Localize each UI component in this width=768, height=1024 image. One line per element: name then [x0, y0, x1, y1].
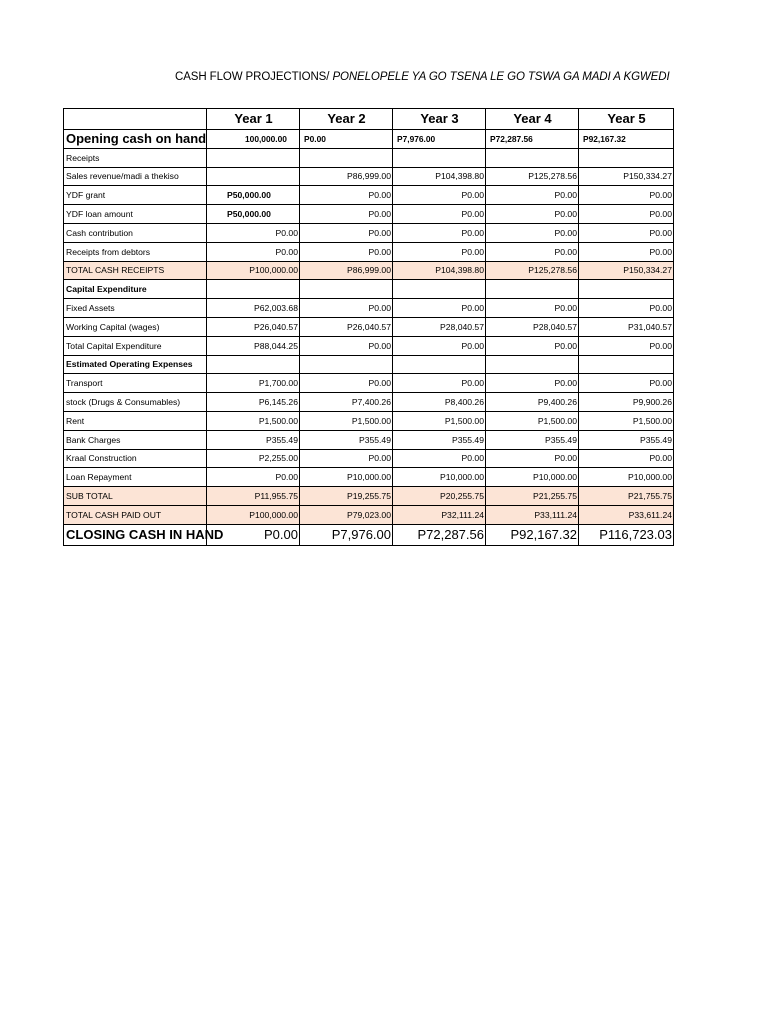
row-label: Kraal Construction [64, 449, 207, 468]
row-value-year-4: P0.00 [486, 299, 579, 318]
row-value-year-2: P0.00 [300, 205, 393, 224]
row-label: Estimated Operating Expenses [64, 355, 207, 374]
row-label: Transport [64, 374, 207, 393]
row-value-year-3: P10,000.00 [393, 468, 486, 487]
row-label: Bank Charges [64, 430, 207, 449]
opening-row [64, 130, 674, 149]
closing-label: CLOSING CASH IN HAND [64, 524, 207, 545]
opening-value-year-4: P72,287.56 [486, 130, 579, 149]
row-label: Total Capital Expenditure [64, 336, 207, 355]
row-value-year-1: P11,955.75 [207, 487, 300, 506]
row-value-year-4: P9,400.26 [486, 393, 579, 412]
row-value-year-2 [300, 280, 393, 299]
row-value-year-3: P0.00 [393, 374, 486, 393]
row-value-year-4: P0.00 [486, 223, 579, 242]
row-value-year-3: P0.00 [393, 186, 486, 205]
row-value-year-2: P0.00 [300, 449, 393, 468]
row-value-year-3: P0.00 [393, 242, 486, 261]
row-value-year-3 [393, 355, 486, 374]
closing-value-year-3: P72,287.56 [393, 524, 486, 545]
table-row [64, 223, 674, 242]
row-value-year-4: P0.00 [486, 336, 579, 355]
header-year-3: Year 3 [393, 109, 486, 130]
row-value-year-5: P355.49 [579, 430, 674, 449]
table-row [64, 148, 674, 167]
row-value-year-4 [486, 355, 579, 374]
table-row [64, 505, 674, 524]
opening-value-year-5: P92,167.32 [579, 130, 674, 149]
header-year-2: Year 2 [300, 109, 393, 130]
row-value-year-2: P19,255.75 [300, 487, 393, 506]
row-value-year-2: P0.00 [300, 336, 393, 355]
row-label: Receipts from debtors [64, 242, 207, 261]
row-value-year-1: P50,000.00 [207, 205, 300, 224]
table-row [64, 299, 674, 318]
table-row [64, 317, 674, 336]
row-value-year-5: P0.00 [579, 205, 674, 224]
row-value-year-4 [486, 280, 579, 299]
row-value-year-1 [207, 355, 300, 374]
row-value-year-1: P6,145.26 [207, 393, 300, 412]
row-value-year-2: P355.49 [300, 430, 393, 449]
page-title [175, 71, 672, 87]
row-value-year-4: P28,040.57 [486, 317, 579, 336]
opening-value-year-1: 100,000.00 [207, 130, 300, 149]
row-label: TOTAL CASH RECEIPTS [64, 261, 207, 280]
row-value-year-3: P20,255.75 [393, 487, 486, 506]
row-value-year-2: P79,023.00 [300, 505, 393, 524]
opening-label: Opening cash on hand [64, 130, 207, 149]
row-value-year-1 [207, 280, 300, 299]
table-row [64, 242, 674, 261]
table-row [64, 167, 674, 186]
table-row [64, 261, 674, 280]
row-value-year-2: P0.00 [300, 242, 393, 261]
row-value-year-5: P31,040.57 [579, 317, 674, 336]
table-row [64, 430, 674, 449]
row-value-year-2: P86,999.00 [300, 261, 393, 280]
row-value-year-4: P10,000.00 [486, 468, 579, 487]
header-row [64, 109, 674, 130]
row-value-year-5 [579, 355, 674, 374]
row-value-year-4: P125,278.56 [486, 261, 579, 280]
row-value-year-4: P21,255.75 [486, 487, 579, 506]
row-value-year-3: P32,111.24 [393, 505, 486, 524]
closing-value-year-4: P92,167.32 [486, 524, 579, 545]
row-value-year-4: P125,278.56 [486, 167, 579, 186]
row-value-year-5: P0.00 [579, 449, 674, 468]
row-value-year-3: P0.00 [393, 299, 486, 318]
opening-value-year-3: P7,976.00 [393, 130, 486, 149]
table-row [64, 411, 674, 430]
row-value-year-2: P0.00 [300, 374, 393, 393]
row-value-year-4: P0.00 [486, 449, 579, 468]
row-value-year-4: P33,111.24 [486, 505, 579, 524]
row-value-year-5 [579, 280, 674, 299]
row-label: Sales revenue/madi a thekiso [64, 167, 207, 186]
row-value-year-5: P1,500.00 [579, 411, 674, 430]
row-value-year-1: P1,500.00 [207, 411, 300, 430]
row-value-year-3: P0.00 [393, 205, 486, 224]
table-row [64, 374, 674, 393]
row-value-year-5: P150,334.27 [579, 167, 674, 186]
table-row [64, 186, 674, 205]
row-value-year-2: P0.00 [300, 186, 393, 205]
row-label: YDF loan amount [64, 205, 207, 224]
row-value-year-1: P62,003.68 [207, 299, 300, 318]
row-value-year-1: P100,000.00 [207, 505, 300, 524]
row-value-year-2: P0.00 [300, 223, 393, 242]
table-row [64, 468, 674, 487]
header-year-5: Year 5 [579, 109, 674, 130]
closing-value-year-5: P116,723.03 [579, 524, 674, 545]
row-value-year-3: P355.49 [393, 430, 486, 449]
closing-row [64, 524, 674, 545]
row-value-year-1: P0.00 [207, 223, 300, 242]
row-value-year-2: P86,999.00 [300, 167, 393, 186]
row-value-year-5: P0.00 [579, 374, 674, 393]
row-value-year-3 [393, 280, 486, 299]
row-value-year-1: P0.00 [207, 242, 300, 261]
row-value-year-2 [300, 148, 393, 167]
row-value-year-5: P150,334.27 [579, 261, 674, 280]
row-value-year-4: P0.00 [486, 186, 579, 205]
header-blank [64, 109, 207, 130]
row-value-year-1: P50,000.00 [207, 186, 300, 205]
row-label: TOTAL CASH PAID OUT [64, 505, 207, 524]
row-label: Cash contribution [64, 223, 207, 242]
table-row [64, 280, 674, 299]
row-label: Loan Repayment [64, 468, 207, 487]
row-label: Working Capital (wages) [64, 317, 207, 336]
row-value-year-5: P33,611.24 [579, 505, 674, 524]
row-value-year-1: P100,000.00 [207, 261, 300, 280]
row-value-year-2: P1,500.00 [300, 411, 393, 430]
table-row [64, 487, 674, 506]
table-row [64, 393, 674, 412]
row-value-year-5: P9,900.26 [579, 393, 674, 412]
title-italic: PONELOPELE YA GO TSENA LE GO TSWA GA MADI A KGWEDI [332, 71, 670, 83]
row-value-year-1: P0.00 [207, 468, 300, 487]
table-row [64, 355, 674, 374]
row-label: stock (Drugs & Consumables) [64, 393, 207, 412]
row-value-year-3: P0.00 [393, 336, 486, 355]
row-label: Fixed Assets [64, 299, 207, 318]
row-value-year-2: P7,400.26 [300, 393, 393, 412]
row-value-year-4: P355.49 [486, 430, 579, 449]
row-value-year-3: P0.00 [393, 223, 486, 242]
row-value-year-1: P26,040.57 [207, 317, 300, 336]
row-value-year-1 [207, 167, 300, 186]
cash-flow-table [63, 108, 674, 546]
title-normal: CASH FLOW PROJECTIONS/ [175, 71, 333, 83]
row-value-year-4: P1,500.00 [486, 411, 579, 430]
row-value-year-2 [300, 355, 393, 374]
row-label: SUB TOTAL [64, 487, 207, 506]
header-year-4: Year 4 [486, 109, 579, 130]
row-value-year-2: P10,000.00 [300, 468, 393, 487]
row-value-year-4: P0.00 [486, 205, 579, 224]
row-label: Receipts [64, 148, 207, 167]
row-value-year-4 [486, 148, 579, 167]
row-value-year-1: P2,255.00 [207, 449, 300, 468]
row-value-year-3: P0.00 [393, 449, 486, 468]
row-value-year-5: P10,000.00 [579, 468, 674, 487]
row-value-year-5: P21,755.75 [579, 487, 674, 506]
header-year-1: Year 1 [207, 109, 300, 130]
closing-value-year-2: P7,976.00 [300, 524, 393, 545]
row-value-year-4: P0.00 [486, 242, 579, 261]
closing-value-year-1: P0.00 [207, 524, 300, 545]
row-value-year-3: P28,040.57 [393, 317, 486, 336]
row-value-year-3: P1,500.00 [393, 411, 486, 430]
row-value-year-2: P0.00 [300, 299, 393, 318]
table-row [64, 449, 674, 468]
row-value-year-1 [207, 148, 300, 167]
table-row [64, 205, 674, 224]
row-value-year-1: P1,700.00 [207, 374, 300, 393]
row-value-year-5: P0.00 [579, 242, 674, 261]
row-value-year-5: P0.00 [579, 223, 674, 242]
opening-value-year-2: P0.00 [300, 130, 393, 149]
row-label: YDF grant [64, 186, 207, 205]
row-value-year-5: P0.00 [579, 186, 674, 205]
row-value-year-5: P0.00 [579, 299, 674, 318]
row-value-year-5 [579, 148, 674, 167]
row-value-year-3: P8,400.26 [393, 393, 486, 412]
row-value-year-3: P104,398.80 [393, 167, 486, 186]
row-value-year-5: P0.00 [579, 336, 674, 355]
row-value-year-4: P0.00 [486, 374, 579, 393]
row-value-year-1: P88,044.25 [207, 336, 300, 355]
table-row [64, 336, 674, 355]
row-value-year-1: P355.49 [207, 430, 300, 449]
row-value-year-3 [393, 148, 486, 167]
row-value-year-3: P104,398.80 [393, 261, 486, 280]
row-value-year-2: P26,040.57 [300, 317, 393, 336]
row-label: Capital Expenditure [64, 280, 207, 299]
row-label: Rent [64, 411, 207, 430]
